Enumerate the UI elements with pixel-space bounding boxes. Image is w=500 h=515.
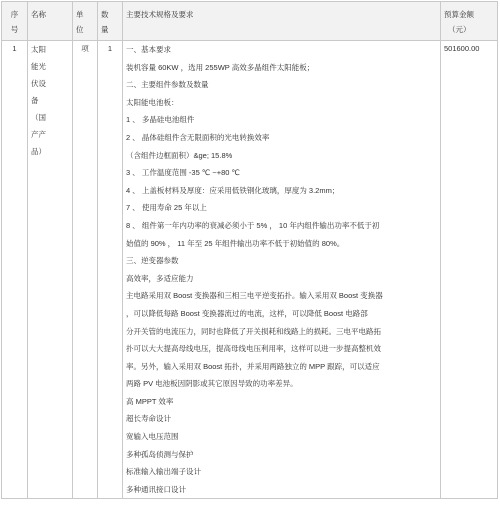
spec-line: 1 、 多晶硅电池组件 <box>126 115 195 125</box>
spec-line: 一、基本要求 <box>126 45 171 54</box>
header-budget <box>441 2 498 41</box>
spec-line: 分开关管的电流压力，同时也降低了开关损耗和线路上的损耗。三电平电路拓 <box>126 326 381 336</box>
name-line: 伏设 <box>31 79 46 88</box>
table-header-row <box>2 2 498 41</box>
cell-name <box>28 41 73 499</box>
spec-line: 高效率，多适应能力 <box>126 273 194 283</box>
spec-line: 2 、 晶体硅组件含无限面积的光电转换效率 <box>126 132 270 142</box>
name-line: 品） <box>31 147 46 156</box>
header-unit-line-2: 位 <box>76 25 84 34</box>
spec-line: 三、逆变器参数 <box>126 256 179 266</box>
spec-line: 率。另外，输入采用双 Boost 拓扑，并采用两路独立的 MPP 跟踪，可以适应 <box>126 361 380 371</box>
spec-line: 二、主要组件参数及数量 <box>126 80 209 90</box>
name-line: 能光 <box>31 62 46 71</box>
spec-line: 标准输入输出端子设计 <box>126 467 201 477</box>
spec-line: 主电路采用双 Boost 变换器和三相三电平逆变拓扑。输入采用双 Boost 变换器 <box>126 291 383 301</box>
header-index <box>2 2 28 41</box>
procurement-spec-table <box>1 1 498 499</box>
cell-unit: 项 <box>73 41 98 499</box>
spec-line: 太阳能电池板： <box>126 97 179 107</box>
header-spec <box>123 2 441 41</box>
header-index-line-1: 序 <box>10 10 19 19</box>
header-qty-line-2: 量 <box>101 25 109 34</box>
spec-line: 3 、 工作温度范围 -35 ℃ ~+80 ℃ <box>126 168 240 178</box>
cell-spec <box>123 41 441 499</box>
spec-line: 多种通讯接口设计 <box>126 484 186 494</box>
spec-line: 装机容量 60KW ，选用 255WP 高效多晶组件太阳能板； <box>126 62 315 72</box>
spec-line: 高 MPPT 效率 <box>126 396 174 406</box>
cell-index: 1 <box>2 41 28 499</box>
cell-qty: 1 <box>98 41 123 499</box>
spec-line: 始值的 90% ， 11 年至 25 年组件输出功率不低于初始值的 80%。 <box>126 238 345 248</box>
spec-line: 多种孤岛侦测与保护 <box>126 449 194 459</box>
header-qty <box>98 2 123 41</box>
header-spec-label: 主要技术规格及要求 <box>126 10 194 19</box>
spec-line: 8 、 组件第一年内功率的衰减必须小于 5% ， 10 年内组件输出功率不低于初 <box>126 220 380 230</box>
spec-line: 两路 PV 电池板因阴影或其它原因导致的功率差异。 <box>126 379 298 389</box>
spec-line: （含组件边框面积）&ge; 15.8% <box>126 150 233 160</box>
header-budget-line-1: 预算金额 <box>444 10 474 19</box>
spec-line: 扑可以大大提高母线电压，提高母线电压利用率，这样可以进一步提高整机效 <box>126 344 381 354</box>
name-line: （国 <box>31 113 46 122</box>
header-qty-line-1: 数 <box>101 10 109 19</box>
header-unit-line-1: 单 <box>76 10 84 19</box>
spec-line: 宽输入电压范围 <box>126 432 179 442</box>
header-name-label: 名称 <box>31 10 46 19</box>
name-line: 产产 <box>31 130 46 139</box>
header-unit <box>73 2 98 41</box>
name-line: 太阳 <box>31 45 46 54</box>
cell-budget: 501600.00 <box>441 41 498 499</box>
header-budget-line-2: （元） <box>448 25 471 34</box>
spec-line: 超长寿命设计 <box>126 414 171 424</box>
spec-line: 7 、 使用寿命 25 年以上 <box>126 203 207 213</box>
header-name <box>28 2 73 41</box>
table-row <box>2 41 498 499</box>
spec-line: ，可以降低每路 Boost 变换器流过的电流，这样，可以降低 Boost 电路部 <box>126 308 368 318</box>
name-line: 备 <box>31 96 39 105</box>
spec-line: 4 、 上盖板材料及厚度：应采用低铁钢化玻璃，厚度为 3.2mm； <box>126 185 340 195</box>
header-index-line-2: 号 <box>10 25 19 34</box>
